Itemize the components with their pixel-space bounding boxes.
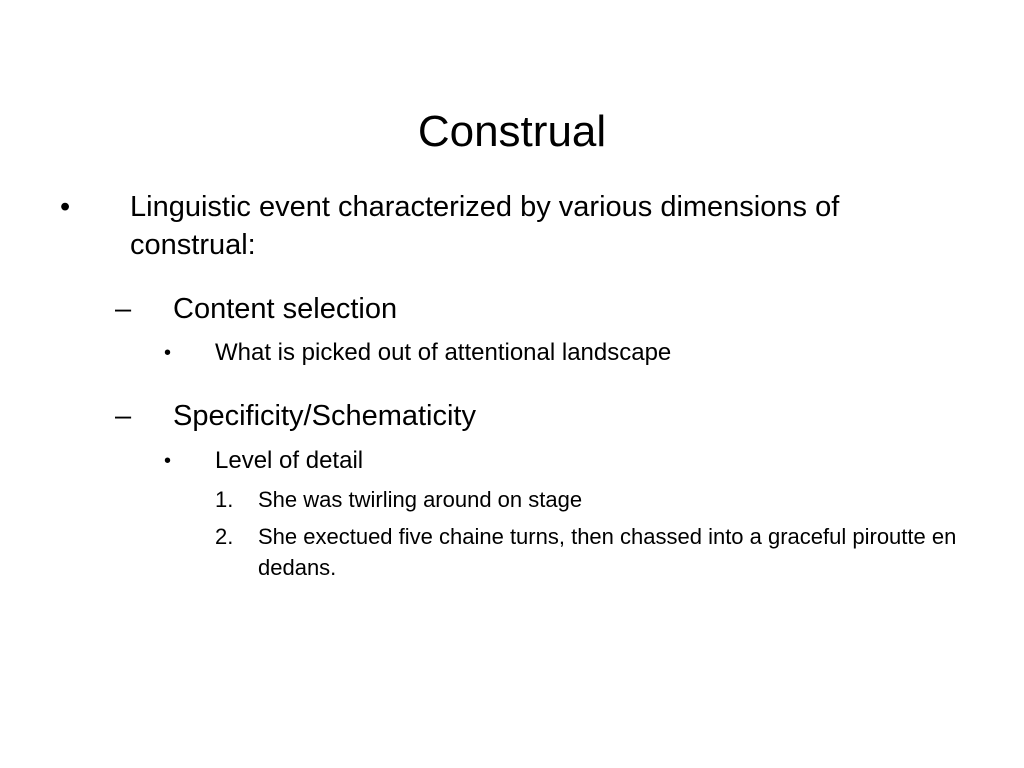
dash-marker: – [115, 293, 132, 325]
sub-bullet-text: Level of detail [215, 447, 364, 474]
dash-text: Specificity/Schematicity [173, 400, 476, 432]
sub-bullet-marker: • [164, 450, 172, 472]
bullet-text: Linguistic event characterized by various dimensions of construal: [130, 191, 840, 261]
numbered-text: She was twirling around on stage [258, 487, 583, 512]
sub-bullet-text: What is picked out of attentional landscape [215, 339, 672, 366]
bullet-item-linguistic-event [0, 188, 1024, 268]
bullet-marker: • [60, 191, 71, 223]
number-marker: 2. [215, 524, 234, 549]
sub-bullet-level-of-detail [0, 446, 1024, 478]
numbered-item-1 [0, 484, 1024, 516]
sub-bullet-marker: • [164, 342, 172, 364]
number-marker: 1. [215, 487, 234, 512]
sub-bullet-attentional-landscape [0, 338, 1024, 370]
numbered-text: She exectued five chaine turns, then chassed into a graceful piroutte en dedans. [258, 524, 957, 580]
dash-item-specificity [0, 397, 1024, 437]
numbered-item-2 [0, 521, 1024, 585]
dash-text: Content selection [173, 293, 398, 325]
slide-title: Construal [417, 107, 607, 156]
dash-marker: – [115, 400, 132, 432]
dash-item-content-selection [0, 290, 1024, 330]
